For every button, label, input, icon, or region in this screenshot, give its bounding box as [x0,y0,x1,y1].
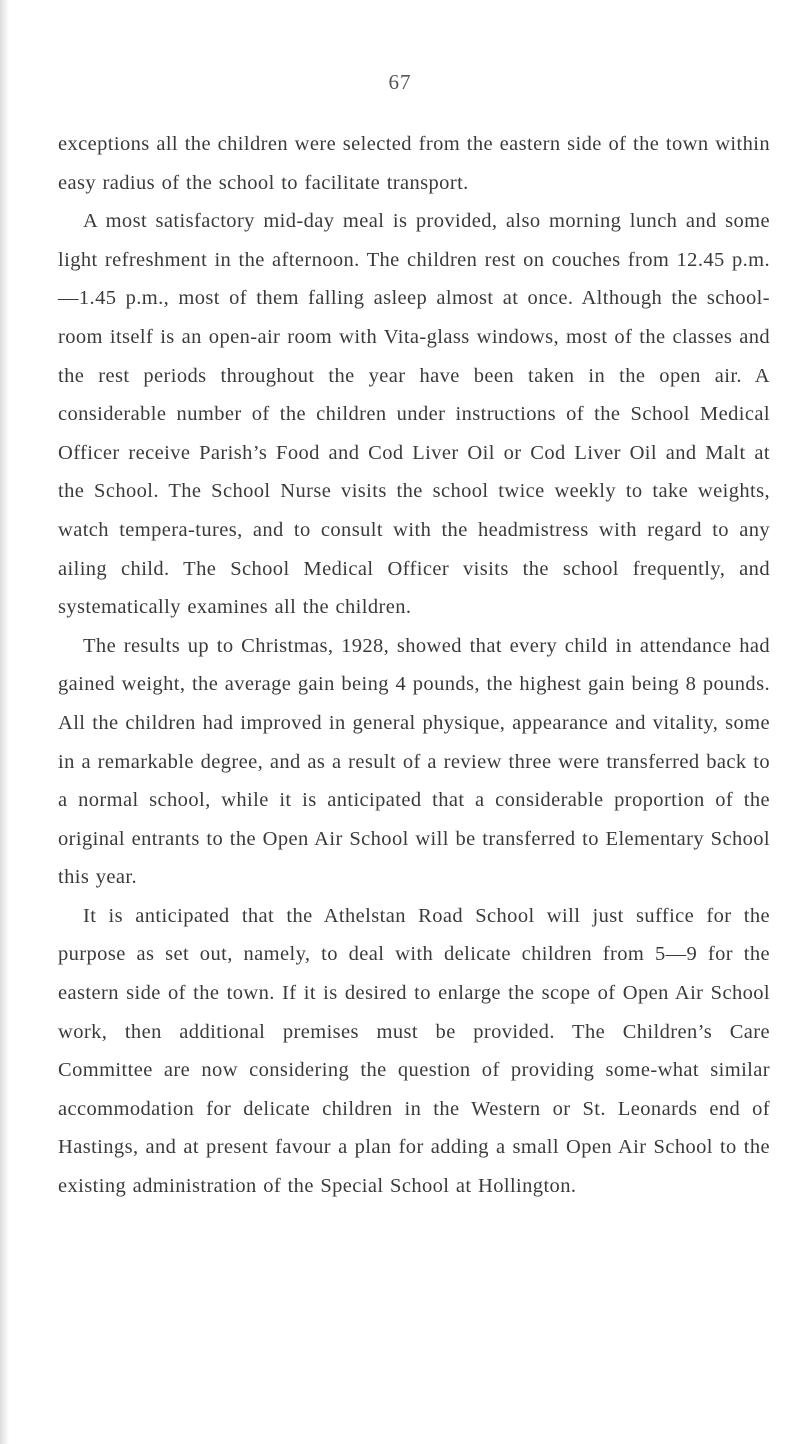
body-text [58,125,770,1206]
page-number: 67 [388,70,412,94]
page-edge-shadow [0,0,9,1444]
paragraph-future-plans: It is anticipated that the Athelstan Road School will just suffice for the purpose as set out, namely, to deal with delicate children from 5—9 for the eastern side of the town. If it is desired to enlarge the scope of Open Air School work, then additional premises must be provided. The Children’s Care Committee are now considering the question of providing some-what similar accommodation for delicate children in the Western or St. Leonards end of Hastings, and at present favour a plan for adding a small Open Air School to the existing administration of the Special School at Hollington. [58,904,770,1198]
paragraph-transport: exceptions all the children were selected from the eastern side of the town within easy radius of the school to facilitate transport. [58,133,770,194]
paragraph-meals-and-care: A most satisfactory mid-day meal is provided, also morning lunch and some light refreshment in the afternoon. The children rest on couches from 12.45 p.m.—1.45 p.m., most of them falling asleep almost at once. Although the school-room itself is an open-air room with Vita-glass windows, most of the classes and the rest periods throughout the year have been taken in the open air. A considerable number of the children under instructions of the School Medical Officer receive Parish’s Food and Cod Liver Oil or Cod Liver Oil and Malt at the School. The School Nurse visits the school twice weekly to take weights, watch tempera-tures, and to consult with the headmistress with regard to any ailing child. The School Medical Officer visits the school frequently, and systematically examines all the children. [58,210,770,619]
paragraph-results: The results up to Christmas, 1928, showed that every child in attendance had gained weight, the average gain being 4 pounds, the highest gain being 8 pounds. All the children had improved in general physique, appearance and vitality, some in a remarkable degree, and as a result of a review three were transferred back to a normal school, while it is anticipated that a considerable proportion of the original entrants to the Open Air School will be transferred to Elementary School this year. [58,634,770,889]
